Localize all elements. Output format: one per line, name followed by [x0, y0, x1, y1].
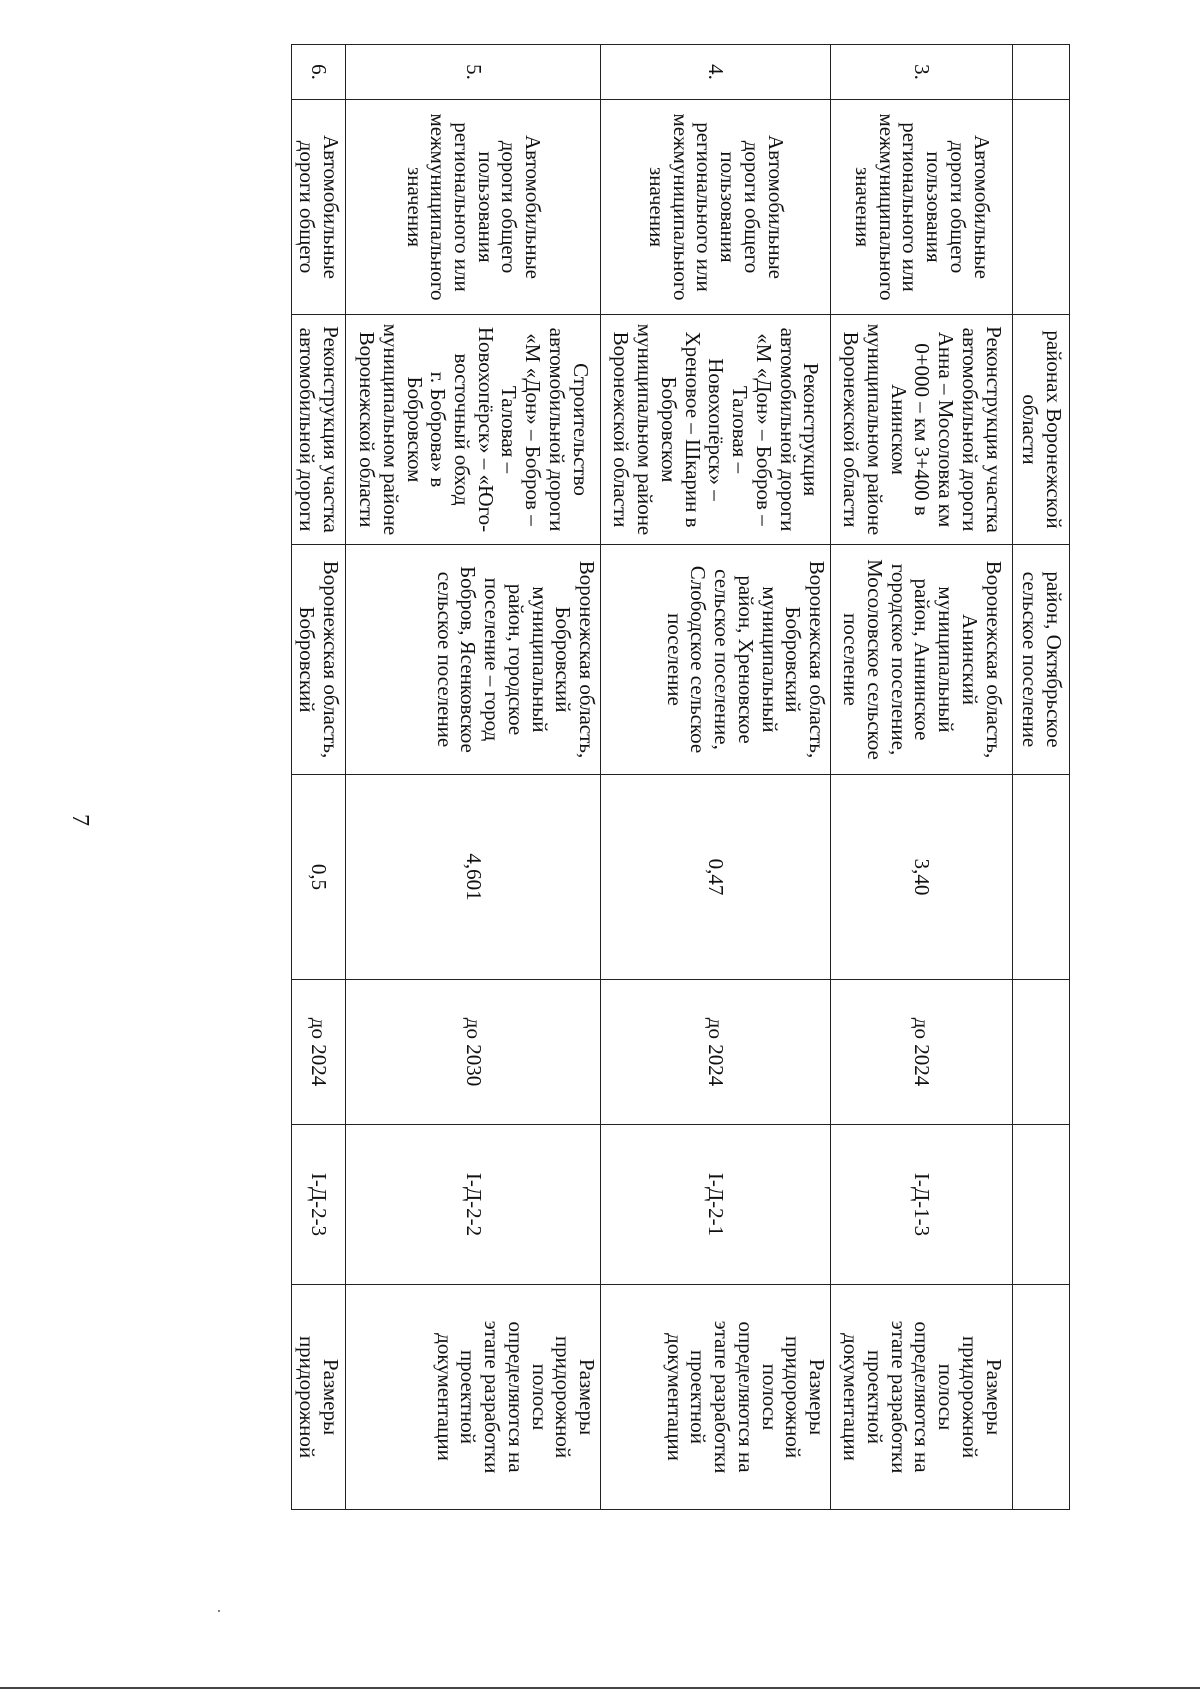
- cell-note: Размеры придорожной полосы определяются на этапе разработки проектной документации: [346, 1285, 601, 1510]
- table-row: [601, 45, 831, 1510]
- table-row: [831, 45, 1013, 1510]
- cell-location: район, Октябрьское сельское поселение: [1013, 545, 1070, 775]
- cell-note: Размеры придорожной полосы определяются на этапе разработки проектной документации: [831, 1285, 1013, 1510]
- cell-term: до 2024: [292, 980, 346, 1125]
- cell-num: 3.: [831, 45, 1013, 100]
- cell-code: I-Д-2-3: [292, 1125, 346, 1285]
- cell-type: Автомобильные дороги общего: [292, 100, 346, 315]
- cell-code: [1013, 1125, 1070, 1285]
- cell-length: 3,40: [831, 775, 1013, 980]
- cell-length: [1013, 775, 1070, 980]
- cell-num: 6.: [292, 45, 346, 100]
- cell-location: Воронежская область, Бобровский: [292, 545, 346, 775]
- cell-term: [1013, 980, 1070, 1125]
- cell-note: [1013, 1285, 1070, 1510]
- cell-name: Реконструкция участка автомобильной дороги Анна – Мосоловка км 0+000 – км 3+400 в Анинском муниципальном районе Воронежской области: [831, 315, 1013, 545]
- scan-speck: [218, 1610, 220, 1612]
- cell-name: Реконструкция автомобильной дороги «М «Дон» – Бобров – Таловая – Новохопёрск» – Хреновое – Шкарин в Бобровском муниципальном районе Воронежской области: [601, 315, 831, 545]
- cell-term: до 2024: [831, 980, 1013, 1125]
- page-edge-line: [0, 1687, 1200, 1689]
- cell-location: Воронежская область, Бобровский муниципальный район, городское поселение – город Бобров, Ясенковское сельское поселение: [346, 545, 601, 775]
- cell-length: 0,5: [292, 775, 346, 980]
- cell-location: Воронежская область, Анинский муниципальный район, Аннинское городское поселение, Мосоловское сельское поселение: [831, 545, 1013, 775]
- table-row: [292, 45, 346, 1510]
- cell-type: Автомобильные дороги общего пользования регионального или межмуниципального значения: [346, 100, 601, 315]
- cell-type: [1013, 100, 1070, 315]
- cell-code: I-Д-1-3: [831, 1125, 1013, 1285]
- cell-code: I-Д-2-1: [601, 1125, 831, 1285]
- cell-code: I-Д-2-2: [346, 1125, 601, 1285]
- cell-num: [1013, 45, 1070, 100]
- cell-term: до 2030: [346, 980, 601, 1125]
- cell-note: Размеры придорожной: [292, 1285, 346, 1510]
- cell-num: 5.: [346, 45, 601, 100]
- cell-term: до 2024: [601, 980, 831, 1125]
- cell-type: Автомобильные дороги общего пользования регионального или межмуниципального значения: [601, 100, 831, 315]
- cell-type: Автомобильные дороги общего пользования регионального или межмуниципального значения: [831, 100, 1013, 315]
- table-row-continuation: [1013, 45, 1070, 1510]
- page-number: 7: [67, 814, 93, 826]
- cell-length: 4,601: [346, 775, 601, 980]
- cell-location: Воронежская область, Бобровский муниципальный район, Хреновское сельское поселение, Слободское сельское поселение: [601, 545, 831, 775]
- cell-num: 4.: [601, 45, 831, 100]
- road-registry-table: [291, 44, 1070, 1510]
- table-row: [346, 45, 601, 1510]
- cell-length: 0,47: [601, 775, 831, 980]
- cell-note: Размеры придорожной полосы определяются на этапе разработки проектной документации: [601, 1285, 831, 1510]
- cell-name: Строительство автомобильной дороги «М «Дон» – Бобров – Таловая – Новохопёрск» – «Юго- восточный обход г. Боброва» в Бобровском муниципальном районе Воронежской области: [346, 315, 601, 545]
- cell-name: районах Воронежской области: [1013, 315, 1070, 545]
- cell-name: Реконструкция участка автомобильной дороги: [292, 315, 346, 545]
